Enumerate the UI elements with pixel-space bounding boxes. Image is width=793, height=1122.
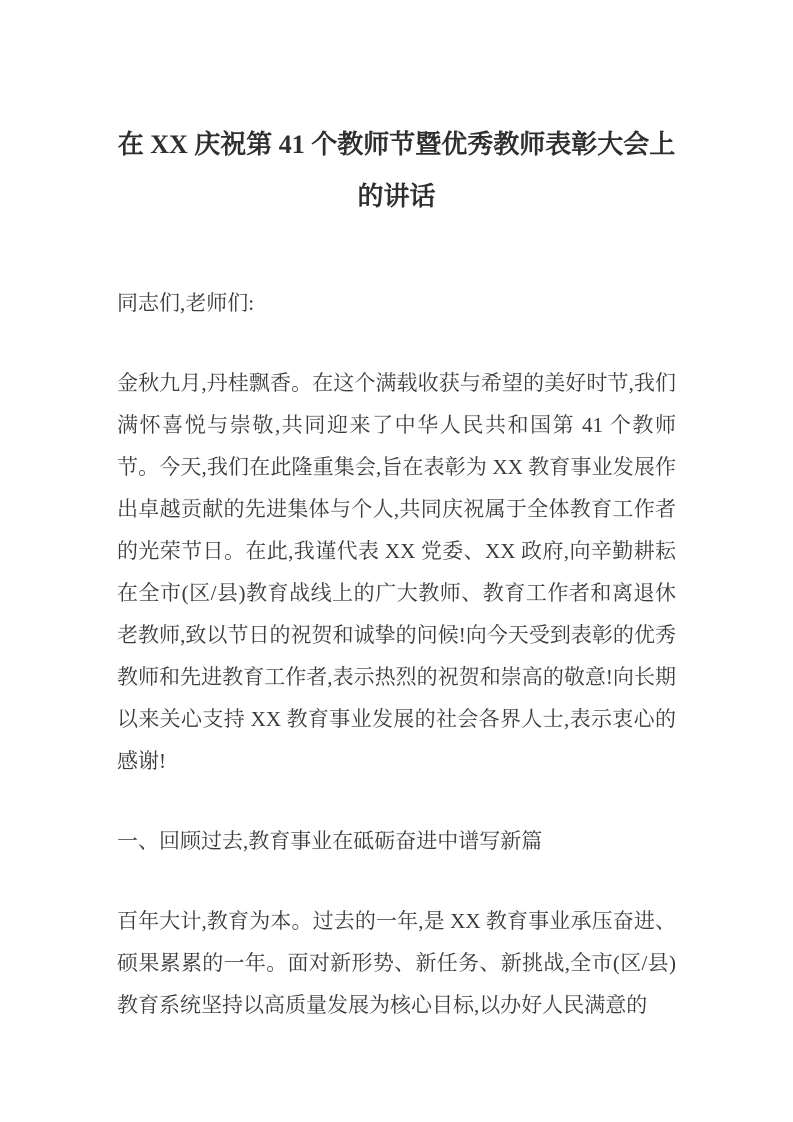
section-1-paragraph: 百年大计,教育为本。过去的一年,是 XX 教育事业承压奋进、硕果累累的一年。面对新形势、新任务、新挑战,全市(区/县)教育系统坚持以高质量发展为核心目标,以办好人民满意的 xyxy=(117,909,676,1017)
salutation-line: 同志们,老师们: xyxy=(117,291,255,315)
page-title xyxy=(117,119,676,223)
section-heading-1: 一、回顾过去,教育事业在砥砺奋进中谱写新篇 xyxy=(117,829,543,853)
opening-paragraph: 金秋九月,丹桂飘香。在这个满载收获与希望的美好时节,我们满怀喜悦与崇敬,共同迎来了中华人民共和国第 41 个教师节。今天,我们在此隆重集会,旨在表彰为 XX 教育事业发展作出卓越贡献的先进集体与个人,共同庆祝属于全体教育工作者的光荣节日。在此,我谨代表 XX 党委、XX 政府,向辛勤耕耘在全市(区/县)教育战线上的广大教师、教育工作者和离退休老教师,致以节日的祝贺和诚挚的问候!向今天受到表彰的优秀教师和先进教育工作者,表示热烈的祝贺和崇高的敬意!向长期以来关心支持 XX 教育事业发展的社会各界人士,表示衷心的感谢! xyxy=(117,371,676,773)
page-title-line-2: 的讲话 xyxy=(357,182,436,211)
page-title-line-1: 在 XX 庆祝第 41 个教师节暨优秀教师表彰大会上 xyxy=(117,130,676,159)
